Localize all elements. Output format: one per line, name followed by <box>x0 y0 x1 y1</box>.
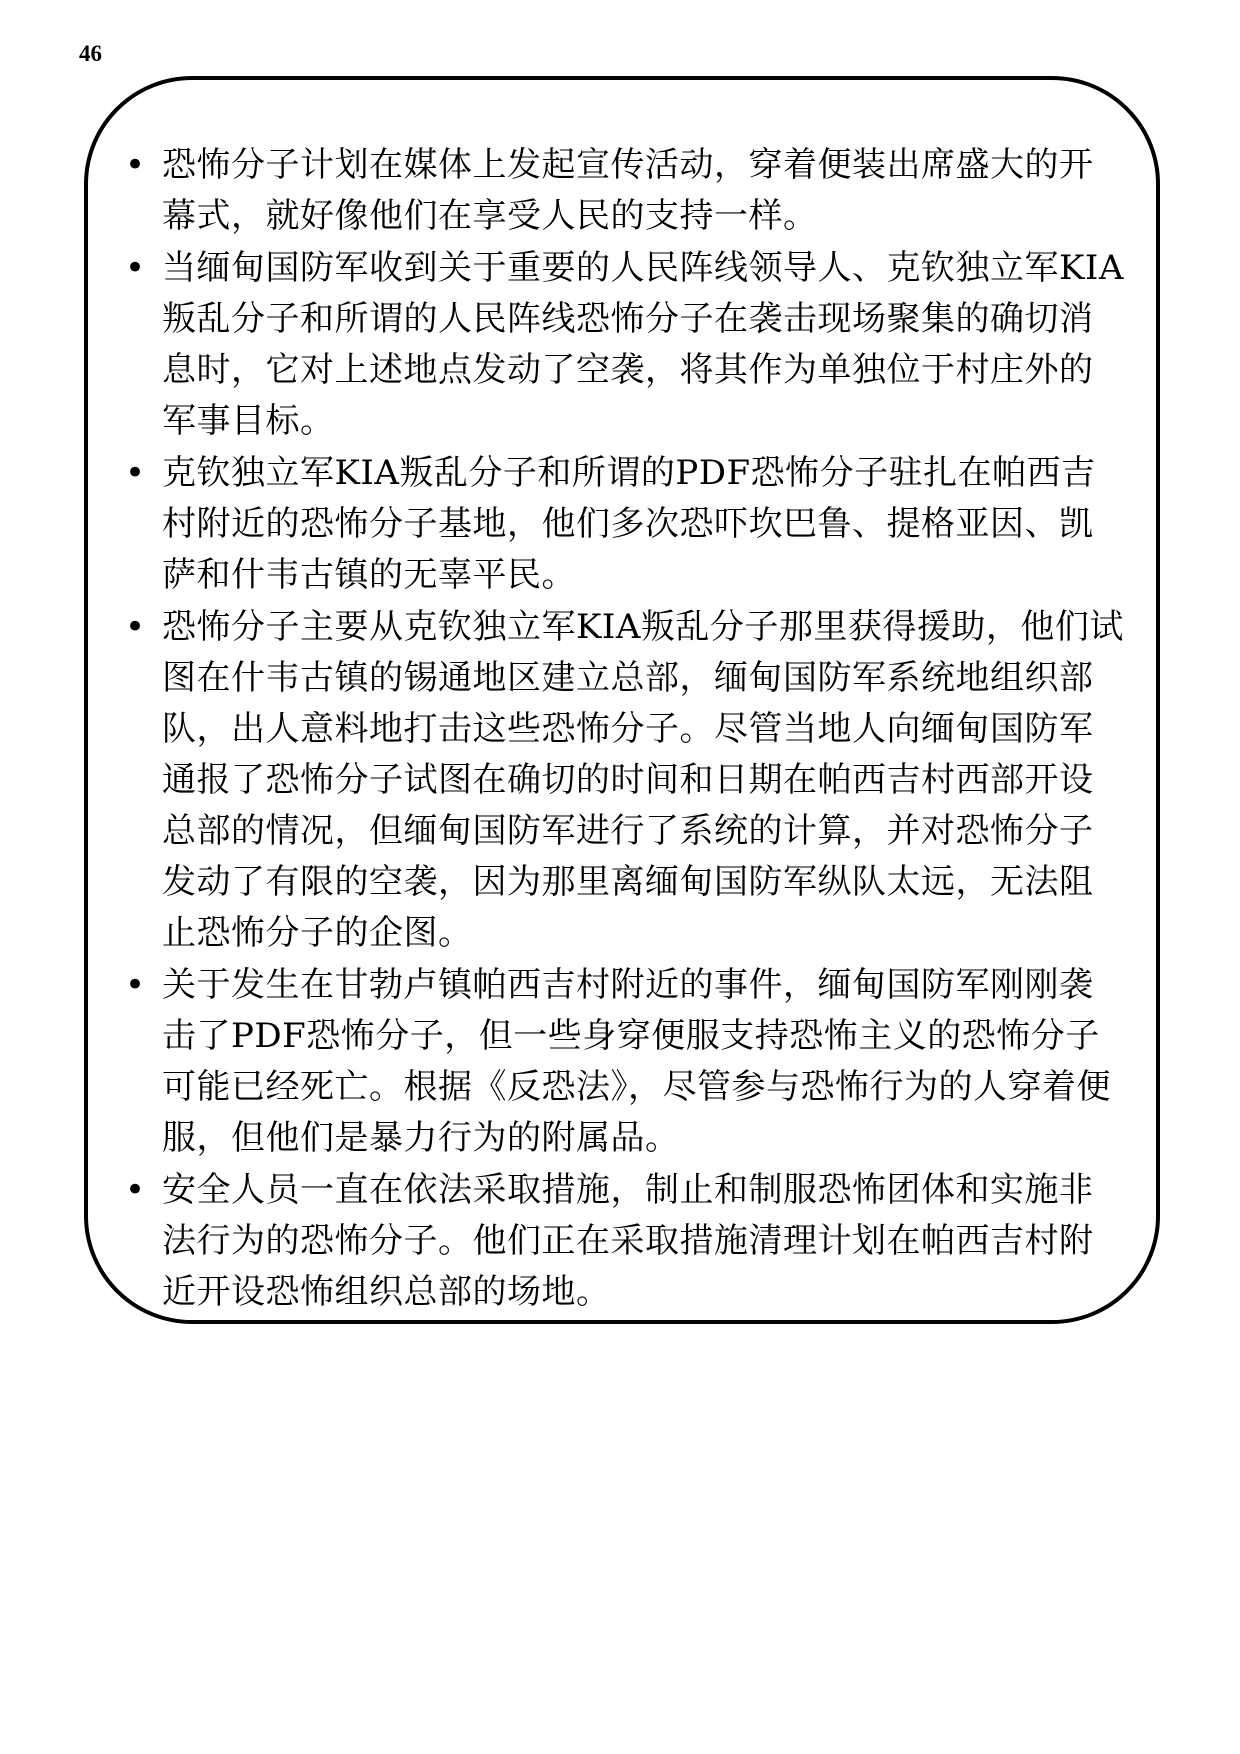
bullet-dot-icon: • <box>125 453 146 493</box>
list-item <box>124 140 1124 242</box>
bullet-text: 安全人员一直在依法采取措施，制止和制服恐怖团体和实施非法行为的恐怖分子。他们正在采取措施清理计划在帕西吉村附近开设恐怖组织总部的场地。 <box>162 1170 1094 1312</box>
bullet-text: 恐怖分子计划在媒体上发起宣传活动，穿着便装出席盛大的开幕式，就好像他们在享受人民的支持一样。 <box>162 145 1094 236</box>
list-item <box>124 243 1124 447</box>
bullet-text: 关于发生在甘勃卢镇帕西吉村附近的事件，缅甸国防军刚刚袭击了PDF恐怖分子，但一些身穿便服支持恐怖主义的恐怖分子可能已经死亡。根据《反恐法》，尽管参与恐怖行为的人穿着便服，但他们是暴力行为的附属品。 <box>162 965 1111 1158</box>
list-item <box>124 1165 1124 1318</box>
page-number: 46 <box>79 41 102 66</box>
bullet-text: 当缅甸国防军收到关于重要的人民阵线领导人、克钦独立军KIA叛乱分子和所谓的人民阵线恐怖分子在袭击现场聚集的确切消息时，它对上述地点发动了空袭，将其作为单独位于村庄外的军事目标。 <box>162 248 1124 441</box>
bullet-text: 恐怖分子主要从克钦独立军KIA叛乱分子那里获得援助，他们试图在什韦古镇的锡通地区建立总部，缅甸国防军系统地组织部队，出人意料地打击这些恐怖分子。尽管当地人向缅甸国防军通报了恐怖分子试图在确切的时间和日期在帕西吉村西部开设总部的情况，但缅甸国防军进行了系统的计算，并对恐怖分子发动了有限的空袭，因为那里离缅甸国防军纵队太远，无法阻止恐怖分子的企图。 <box>162 607 1124 953</box>
bullet-dot-icon: • <box>125 965 146 1005</box>
list-item <box>124 448 1124 601</box>
list-item <box>124 960 1124 1164</box>
bullet-dot-icon: • <box>125 145 146 185</box>
bullet-dot-icon: • <box>125 1170 146 1210</box>
bullet-list <box>124 140 1124 1319</box>
list-item <box>124 602 1124 959</box>
bullet-dot-icon: • <box>125 607 146 647</box>
bullet-dot-icon: • <box>125 248 146 288</box>
bullet-text: 克钦独立军KIA叛乱分子和所谓的PDF恐怖分子驻扎在帕西吉村附近的恐怖分子基地，他们多次恐吓坎巴鲁、提格亚因、凯萨和什韦古镇的无辜平民。 <box>162 453 1096 595</box>
